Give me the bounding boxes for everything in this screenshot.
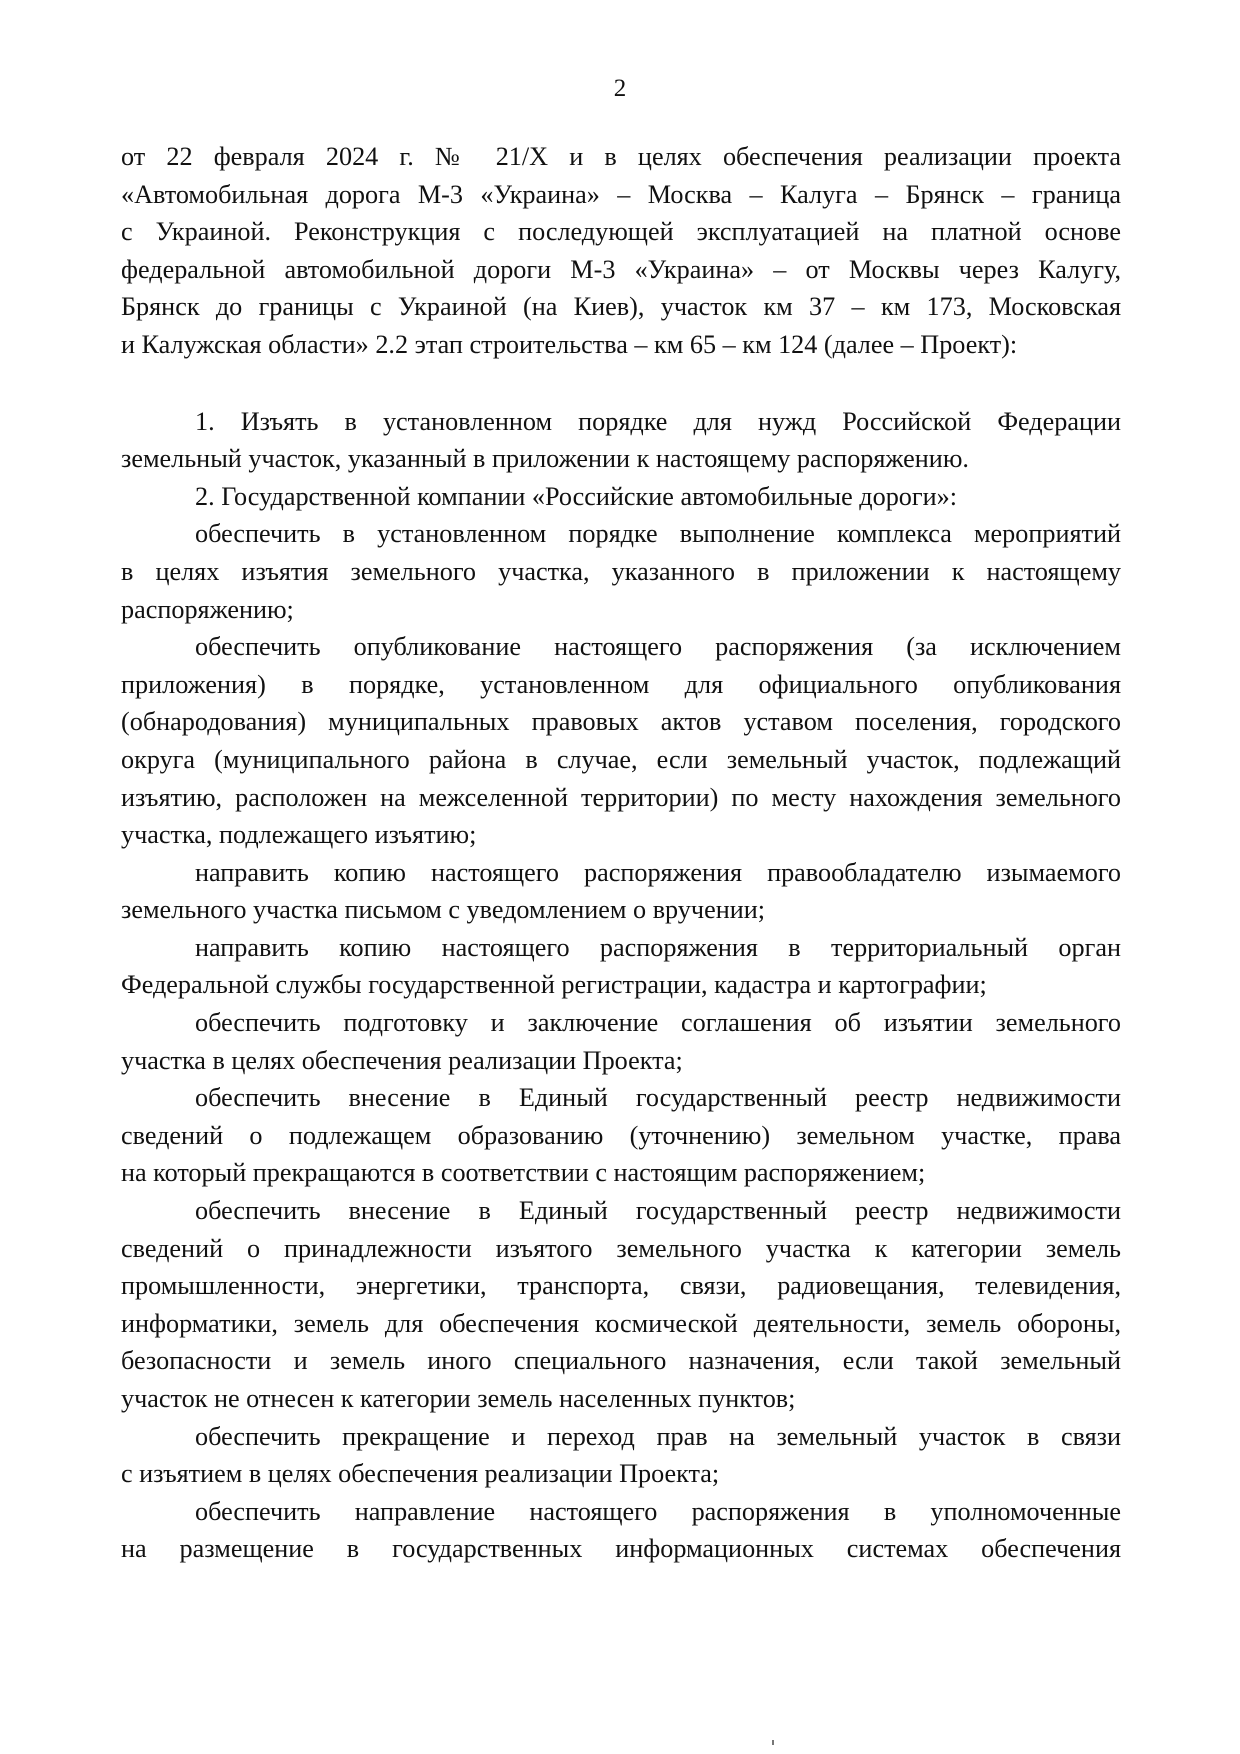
clause-rights-transfer — [121, 1418, 1121, 1493]
text-line: Федеральной службы государственной регистрации, кадастра и картографии; — [121, 970, 987, 1000]
scan-artifact — [772, 1740, 774, 1745]
page-number: 2 — [613, 75, 627, 102]
text-line: «Автомобильная дорога М-3 «Украина» – Москва – Калуга – Брянск – граница — [121, 179, 1121, 209]
text-line: информатики, земель для обеспечения космической деятельности, земель обороны, — [121, 1308, 1121, 1338]
text-line: обеспечить внесение в Единый государственный реестр недвижимости — [195, 1196, 1121, 1226]
text-line: направить копию настоящего распоряжения правообладателю изымаемого — [195, 857, 1121, 887]
text-line: (обнародования) муниципальных правовых актов уставом поселения, городского — [121, 707, 1121, 737]
text-line: 1. Изъять в установленном порядке для нужд Российской Федерации — [195, 406, 1121, 436]
text-line: участок не отнесен к категории земель населенных пунктов; — [121, 1384, 796, 1413]
text-line: обеспечить внесение в Единый государственный реестр недвижимости — [195, 1083, 1121, 1113]
text-line: от 22 февраля 2024 г. № 21/Х и в целях обеспечения реализации проекта — [121, 142, 1121, 171]
text-line: в целях изъятия земельного участка, указанного в приложении к настоящему — [121, 556, 1121, 586]
text-line: округа (муниципального района в случае, если земельный участок, подлежащий — [121, 744, 1121, 774]
item-1-seize-land — [121, 403, 1121, 478]
clause-registry-category — [121, 1192, 1121, 1418]
clause-agreement — [121, 1004, 1121, 1079]
clause-registry-parcel — [121, 1079, 1121, 1192]
text-line: на размещение в государственных информационных системах обеспечения — [121, 1534, 1121, 1564]
text-line: земельный участок, указанный в приложении к настоящему распоряжению. — [121, 444, 969, 474]
text-line: участка, подлежащего изъятию; — [121, 820, 477, 850]
text-line: на который прекращаются в соответствии с настоящим распоряжением; — [121, 1158, 926, 1188]
text-line: и Калужская области» 2.2 этап строительства – км 65 – км 124 (далее – Проект): — [121, 329, 1018, 359]
text-line: промышленности, энергетики, транспорта, связи, радиовещания, телевидения, — [121, 1271, 1121, 1301]
intro-paragraph — [121, 138, 1121, 364]
text-line: изъятию, расположен на межселенной территории) по месту нахождения земельного — [121, 782, 1121, 812]
document-body — [121, 138, 1121, 1568]
text-line: безопасности и земель иного специального назначения, если такой земельный — [121, 1346, 1121, 1376]
text-line: обеспечить направление настоящего распоряжения в уполномоченные — [195, 1496, 1121, 1526]
text-line: с Украиной. Реконструкция с последующей эксплуатацией на платной основе — [121, 217, 1121, 247]
text-line: участка в целях обеспечения реализации Проекта; — [121, 1045, 683, 1075]
clause-send-to-information-systems — [121, 1493, 1121, 1568]
text-line: Брянск до границы с Украиной (на Киев), участок км 37 – км 173, Московская — [121, 292, 1121, 322]
clause-publication — [121, 628, 1121, 854]
text-line: 2. Государственной компании «Российские автомобильные дороги»: — [195, 481, 958, 511]
text-line: приложения) в порядке, установленном для официального опубликования — [121, 669, 1121, 699]
text-line: обеспечить прекращение и переход прав на земельный участок в связи — [195, 1421, 1121, 1451]
text-line: с изъятием в целях обеспечения реализации Проекта; — [121, 1459, 720, 1489]
text-line: земельного участка письмом с уведомлением о вручении; — [121, 895, 766, 925]
text-line: сведений о принадлежности изъятого земельного участка к категории земель — [121, 1233, 1121, 1263]
text-line: обеспечить в установленном порядке выполнение комплекса мероприятий — [195, 519, 1121, 549]
clause-notify-rosreestr — [121, 929, 1121, 1004]
text-line: распоряжению; — [121, 594, 294, 624]
text-line: обеспечить опубликование настоящего распоряжения (за исключением — [195, 632, 1121, 662]
text-line: направить копию настоящего распоряжения в территориальный орган — [195, 932, 1121, 962]
item-2-avtodor-header — [121, 478, 1121, 516]
paragraph-spacer — [121, 364, 1121, 403]
clause-notify-owner — [121, 854, 1121, 929]
text-line: обеспечить подготовку и заключение соглашения об изъятии земельного — [195, 1008, 1121, 1038]
clause-measures-complex — [121, 515, 1121, 628]
text-line: сведений о подлежащем образованию (уточнению) земельном участке, права — [121, 1120, 1121, 1150]
text-line: федеральной автомобильной дороги М-3 «Украина» – от Москвы через Калугу, — [121, 254, 1121, 284]
